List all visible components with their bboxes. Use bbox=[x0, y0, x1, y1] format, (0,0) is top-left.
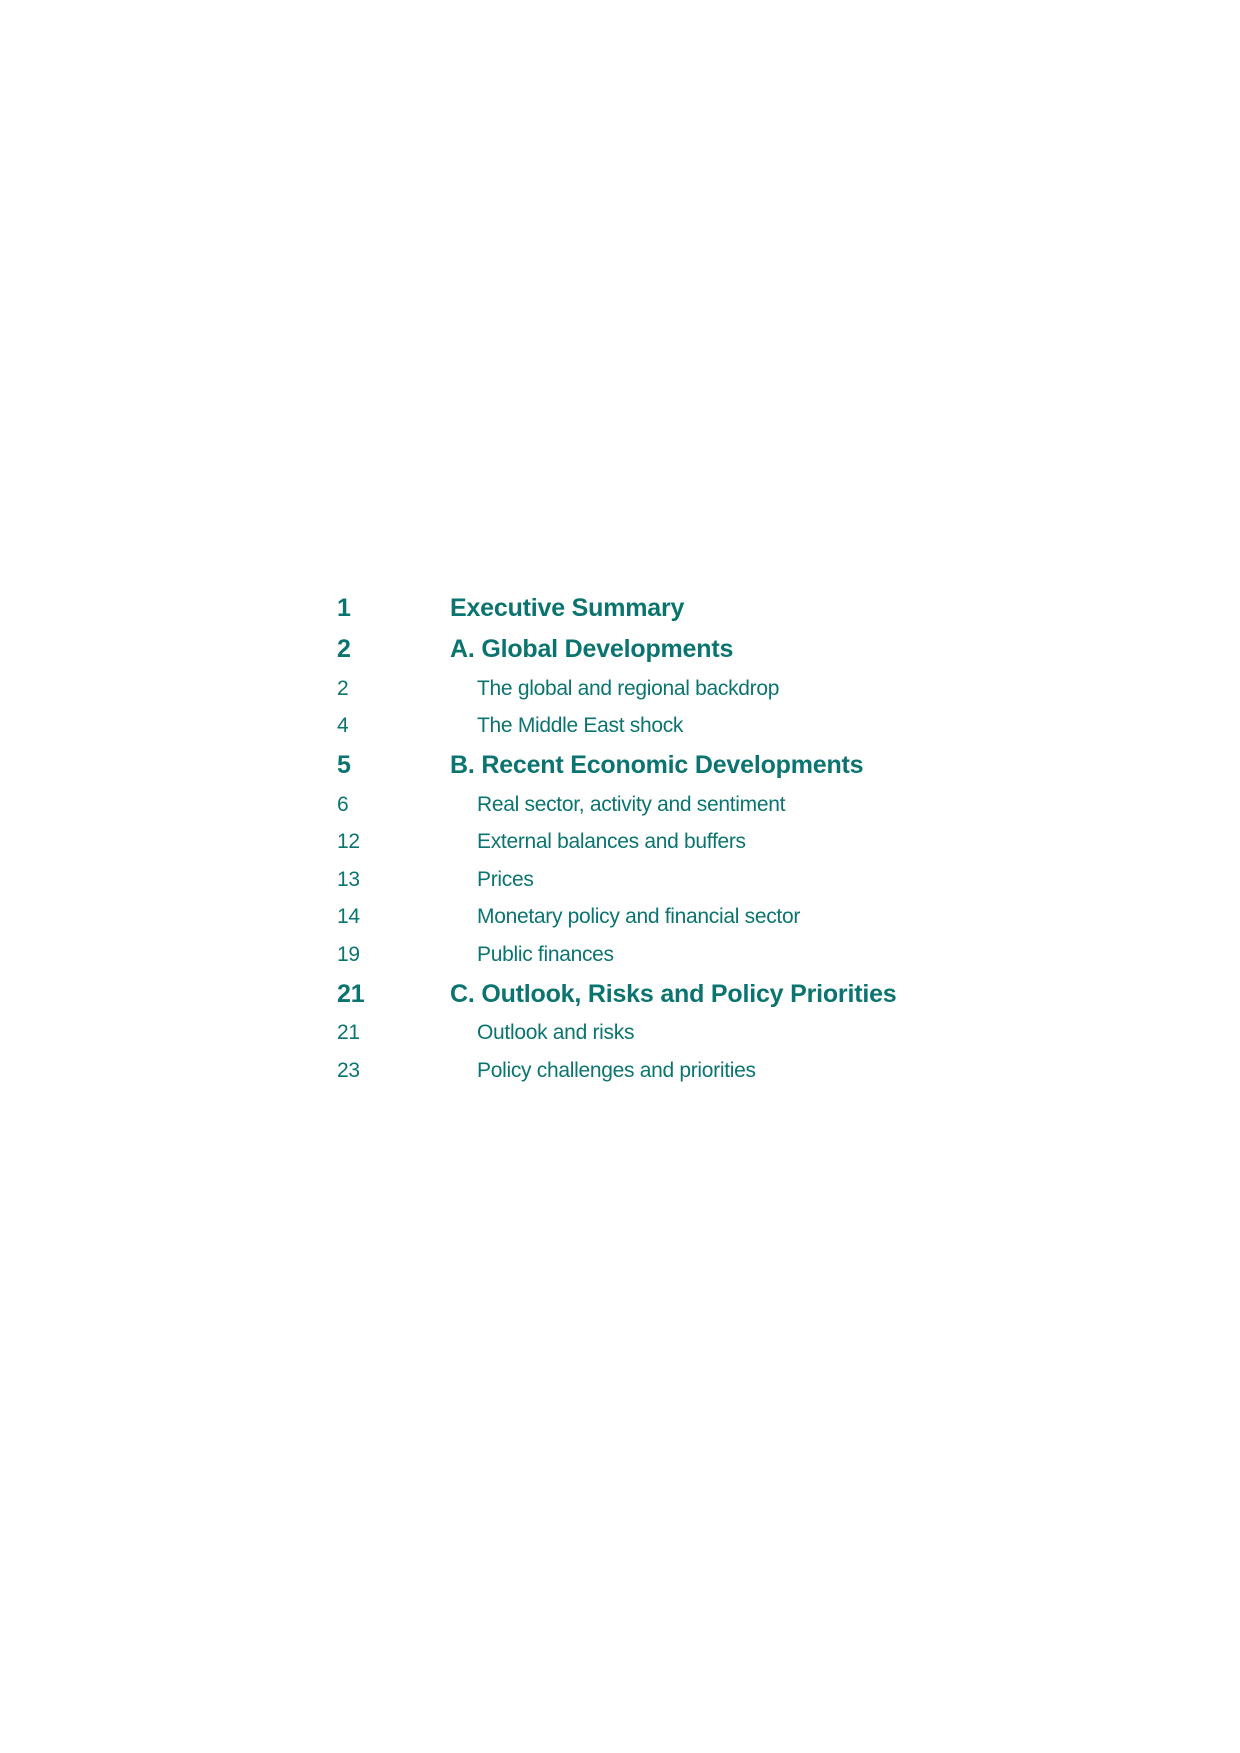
table-of-contents bbox=[337, 588, 1037, 1090]
toc-subsection-title: Policy challenges and priorities bbox=[477, 1058, 756, 1082]
toc-page-number: 2 bbox=[337, 635, 351, 663]
toc-page-number: 5 bbox=[337, 751, 351, 779]
toc-subsection-title: The global and regional backdrop bbox=[477, 676, 780, 700]
toc-subsection-title: Monetary policy and financial sector bbox=[477, 905, 801, 929]
toc-page-number: 21 bbox=[337, 979, 365, 1008]
toc-entry-recent-economic-developments[interactable] bbox=[337, 745, 1037, 786]
toc-section-title: A. Global Developments bbox=[450, 635, 734, 663]
toc-section-title: Executive Summary bbox=[450, 594, 685, 622]
toc-entry-prices[interactable] bbox=[337, 861, 1037, 899]
toc-entry-external-balances[interactable] bbox=[337, 824, 1037, 862]
toc-page-number: 21 bbox=[337, 1021, 360, 1045]
toc-page-number: 23 bbox=[337, 1058, 360, 1082]
toc-subsection-title: The Middle East shock bbox=[477, 714, 684, 738]
toc-entry-executive-summary[interactable] bbox=[337, 588, 1037, 629]
toc-page-number: 4 bbox=[337, 714, 349, 738]
toc-subsection-title: Real sector, activity and sentiment bbox=[477, 792, 786, 816]
toc-entry-global-regional-backdrop[interactable] bbox=[337, 670, 1037, 708]
toc-page-number: 14 bbox=[337, 905, 360, 929]
toc-page-number: 13 bbox=[337, 867, 360, 891]
toc-entry-outlook-and-risks[interactable] bbox=[337, 1015, 1037, 1053]
toc-subsection-title: Public finances bbox=[477, 942, 614, 966]
toc-subsection-title: Prices bbox=[477, 867, 534, 891]
toc-subsection-title: Outlook and risks bbox=[477, 1021, 635, 1045]
toc-entry-middle-east-shock[interactable] bbox=[337, 708, 1037, 746]
toc-entry-outlook-risks-priorities[interactable] bbox=[337, 974, 1037, 1015]
toc-entry-monetary-policy[interactable] bbox=[337, 899, 1037, 937]
toc-page-number: 12 bbox=[337, 830, 360, 854]
toc-page-number: 2 bbox=[337, 676, 349, 700]
toc-entry-public-finances[interactable] bbox=[337, 936, 1037, 974]
toc-page-number: 19 bbox=[337, 942, 360, 966]
toc-page-number: 6 bbox=[337, 792, 349, 816]
toc-entry-real-sector[interactable] bbox=[337, 786, 1037, 824]
toc-page-number: 1 bbox=[337, 594, 351, 622]
toc-section-title: B. Recent Economic Developments bbox=[450, 751, 864, 779]
toc-subsection-title: External balances and buffers bbox=[477, 830, 746, 854]
toc-entry-policy-challenges[interactable] bbox=[337, 1052, 1037, 1090]
toc-section-title: C. Outlook, Risks and Policy Priorities bbox=[450, 979, 897, 1008]
toc-entry-global-developments[interactable] bbox=[337, 629, 1037, 670]
